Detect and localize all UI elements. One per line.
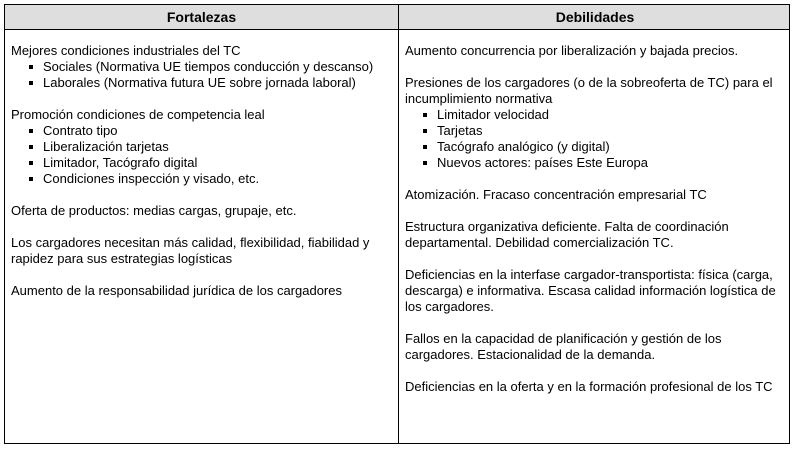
list-item-text: Nuevos actores: países Este Europa — [437, 155, 649, 170]
left-item — [11, 235, 393, 267]
debilidades-column — [405, 43, 787, 411]
list-item — [423, 107, 787, 123]
right-item — [405, 187, 787, 203]
left-item — [11, 283, 393, 299]
right-item-text: Deficiencias en la interfase cargador-transportista: física (carga, descarga) e informativa. Escasa calidad información logística de los cargadores. — [405, 267, 776, 314]
right-item-text: Fallos en la capacidad de planificación y gestión de los cargadores. Estacionalidad de la demanda. — [405, 331, 722, 362]
right-item-text: Deficiencias en la oferta y en la formación profesional de los TC — [405, 379, 773, 394]
left-item-text: Mejores condiciones industriales del TC — [11, 43, 241, 58]
square-bullet-icon — [423, 161, 427, 165]
list-item — [29, 155, 393, 171]
square-bullet-icon — [29, 81, 33, 85]
left-item — [11, 43, 393, 91]
left-item — [11, 107, 393, 187]
square-bullet-icon — [423, 145, 427, 149]
table-header-row — [5, 5, 789, 30]
right-item-text: Presiones de los cargadores (o de la sobreoferta de TC) para el incumplimiento normativa — [405, 75, 773, 106]
square-bullet-icon — [29, 129, 33, 133]
right-item — [405, 267, 787, 315]
list-item-text: Laborales (Normativa futura UE sobre jornada laboral) — [43, 75, 356, 90]
square-bullet-icon — [423, 129, 427, 133]
list-item-text: Limitador, Tacógrafo digital — [43, 155, 198, 170]
list-item-text: Sociales (Normativa UE tiempos conducción y descanso) — [43, 59, 374, 74]
list-item — [29, 139, 393, 155]
right-item — [405, 75, 787, 171]
fortalezas-column — [11, 43, 393, 315]
right-bullet-list — [405, 107, 787, 171]
list-item — [29, 123, 393, 139]
right-item-text: Atomización. Fracaso concentración empresarial TC — [405, 187, 707, 202]
left-item-text: Aumento de la responsabilidad jurídica de los cargadores — [11, 283, 342, 298]
header-debilidades: Debilidades — [555, 9, 635, 25]
list-item — [29, 171, 393, 187]
header-fortalezas: Fortalezas — [166, 9, 237, 25]
right-item-text: Aumento concurrencia por liberalización y bajada precios. — [405, 43, 739, 58]
list-item — [423, 139, 787, 155]
right-item — [405, 219, 787, 251]
left-item-text: Los cargadores necesitan más calidad, flexibilidad, fiabilidad y rapidez para sus estrategias logísticas — [11, 235, 370, 266]
square-bullet-icon — [29, 65, 33, 69]
square-bullet-icon — [423, 113, 427, 117]
list-item — [29, 75, 393, 91]
list-item-text: Liberalización tarjetas — [43, 139, 169, 154]
list-item — [423, 155, 787, 171]
square-bullet-icon — [29, 145, 33, 149]
left-item-text: Promoción condiciones de competencia leal — [11, 107, 265, 122]
left-item-text: Oferta de productos: medias cargas, grupaje, etc. — [11, 203, 297, 218]
list-item-text: Contrato tipo — [43, 123, 118, 138]
list-item — [423, 123, 787, 139]
left-bullet-list — [11, 123, 393, 187]
swot-table — [4, 4, 790, 444]
left-bullet-list — [11, 59, 393, 91]
right-item-text: Estructura organizativa deficiente. Falta de coordinación departamental. Debilidad comercialización TC. — [405, 219, 729, 250]
square-bullet-icon — [29, 161, 33, 165]
right-item — [405, 379, 787, 395]
left-item — [11, 203, 393, 219]
list-item-text: Tarjetas — [437, 123, 483, 138]
list-item-text: Tacógrafo analógico (y digital) — [437, 139, 610, 154]
list-item — [29, 59, 393, 75]
column-divider — [398, 5, 399, 443]
list-item-text: Limitador velocidad — [437, 107, 550, 122]
square-bullet-icon — [29, 177, 33, 181]
right-item — [405, 331, 787, 363]
list-item-text: Condiciones inspección y visado, etc. — [43, 171, 260, 186]
right-item — [405, 43, 787, 59]
